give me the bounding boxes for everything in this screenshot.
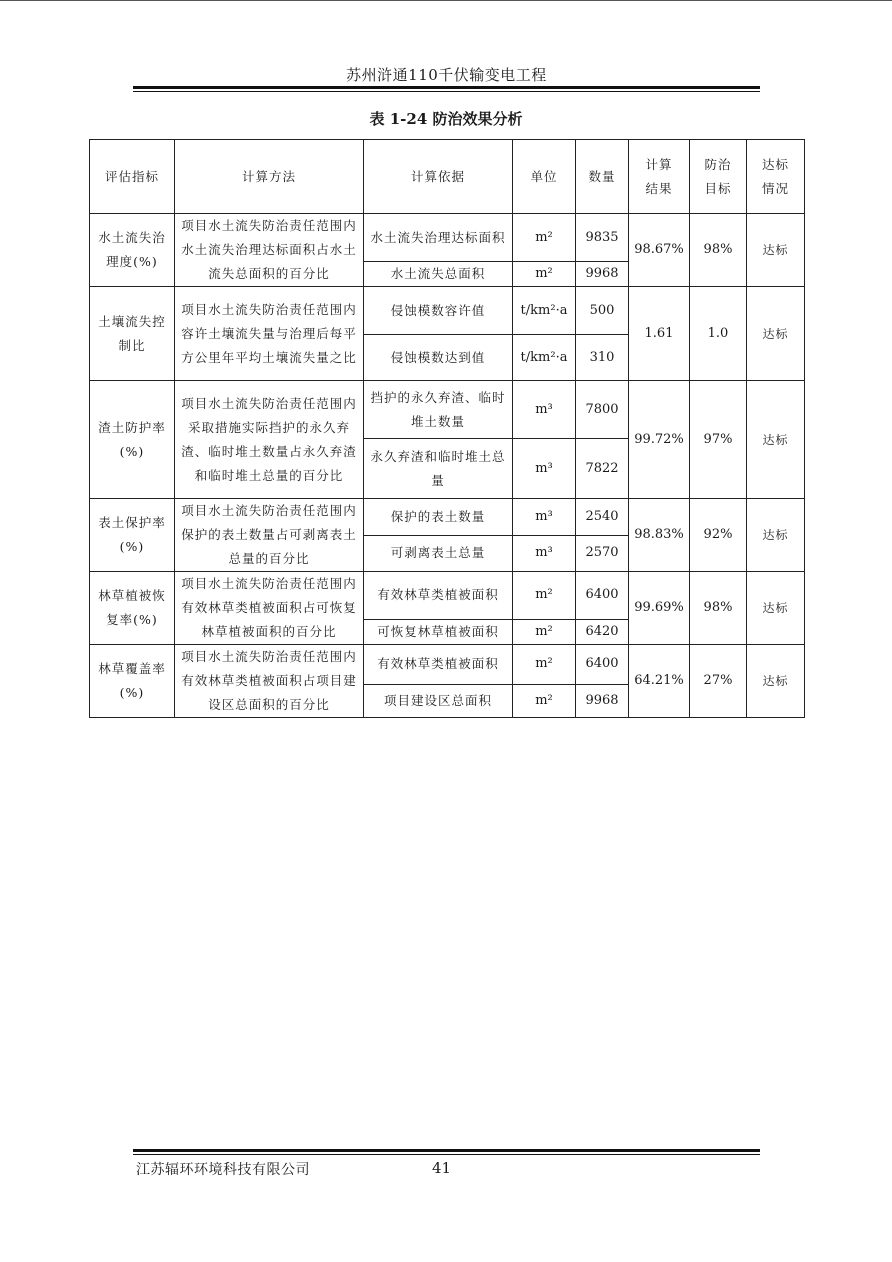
basis-cell: 可剥离表土总量 — [364, 535, 513, 572]
status-cell: 达标 — [747, 645, 805, 718]
quantity-cell: 9968 — [576, 684, 629, 717]
quantity-cell: 2570 — [576, 535, 629, 572]
quantity-cell: 2540 — [576, 499, 629, 536]
target-cell: 1.0 — [690, 287, 747, 381]
header-indicator: 评估指标 — [90, 140, 175, 214]
basis-cell: 侵蚀模数达到值 — [364, 335, 513, 381]
unit-cell: m² — [513, 619, 576, 644]
method-cell: 项目水土流失防治责任范围内采取措施实际挡护的永久弃渣、临时堆土数量占永久弃渣和临时堆土总量的百分比 — [175, 381, 364, 499]
indicator-cell: 渣土防护率(%) — [90, 381, 175, 499]
basis-cell: 侵蚀模数容许值 — [364, 287, 513, 335]
basis-cell: 项目建设区总面积 — [364, 684, 513, 717]
indicator-cell: 土壤流失控制比 — [90, 287, 175, 381]
unit-cell: m² — [513, 262, 576, 287]
unit-cell: m³ — [513, 381, 576, 439]
header-method: 计算方法 — [175, 140, 364, 214]
status-cell: 达标 — [747, 499, 805, 572]
unit-cell: m³ — [513, 499, 576, 536]
header-quantity: 数量 — [576, 140, 629, 214]
basis-cell: 有效林草类植被面积 — [364, 645, 513, 685]
status-cell: 达标 — [747, 287, 805, 381]
quantity-cell: 310 — [576, 335, 629, 381]
basis-cell: 保护的表土数量 — [364, 499, 513, 536]
basis-cell: 水土流失治理达标面积 — [364, 214, 513, 262]
status-cell: 达标 — [747, 381, 805, 499]
target-cell: 92% — [690, 499, 747, 572]
table-row — [90, 381, 805, 439]
unit-cell: m² — [513, 214, 576, 262]
result-cell: 1.61 — [629, 287, 690, 381]
unit-cell: m³ — [513, 535, 576, 572]
table-row — [90, 499, 805, 536]
table-caption: 表 1-24 防治效果分析 — [369, 110, 523, 128]
method-cell: 项目水土流失防治责任范围内保护的表土数量占可剥离表土总量的百分比 — [175, 499, 364, 572]
table-row — [90, 572, 805, 620]
result-cell: 99.69% — [629, 572, 690, 645]
header-result: 计算结果 — [629, 140, 690, 214]
footer-company: 江苏辐环环境科技有限公司 — [136, 1162, 310, 1178]
header-rule-thin — [133, 91, 760, 92]
unit-cell: t/km²·a — [513, 287, 576, 335]
header-target: 防治目标 — [690, 140, 747, 214]
result-cell: 99.72% — [629, 381, 690, 499]
unit-cell: m² — [513, 645, 576, 685]
result-cell: 64.21% — [629, 645, 690, 718]
method-cell: 项目水土流失防治责任范围内有效林草类植被面积占项目建设区总面积的百分比 — [175, 645, 364, 718]
table-row — [90, 214, 805, 262]
prevention-effect-table — [89, 139, 805, 718]
basis-cell: 水土流失总面积 — [364, 262, 513, 287]
result-cell: 98.83% — [629, 499, 690, 572]
result-cell: 98.67% — [629, 214, 690, 287]
quantity-cell: 6400 — [576, 572, 629, 620]
table-header-row — [90, 140, 805, 214]
method-cell: 项目水土流失防治责任范围内有效林草类植被面积占可恢复林草植被面积的百分比 — [175, 572, 364, 645]
footer-rule-thick — [133, 1149, 760, 1152]
unit-cell: t/km²·a — [513, 335, 576, 381]
page-top-border — [0, 0, 892, 1]
quantity-cell: 6400 — [576, 645, 629, 685]
basis-cell: 挡护的永久弃渣、临时堆土数量 — [364, 381, 513, 439]
quantity-cell: 7822 — [576, 439, 629, 499]
indicator-cell: 表土保护率(%) — [90, 499, 175, 572]
basis-cell: 永久弃渣和临时堆土总量 — [364, 439, 513, 499]
target-cell: 97% — [690, 381, 747, 499]
quantity-cell: 9968 — [576, 262, 629, 287]
table-row — [90, 645, 805, 685]
unit-cell: m² — [513, 572, 576, 620]
indicator-cell: 林草覆盖率(%) — [90, 645, 175, 718]
target-cell: 98% — [690, 214, 747, 287]
page-number: 41 — [432, 1159, 452, 1177]
basis-cell: 有效林草类植被面积 — [364, 572, 513, 620]
header-basis: 计算依据 — [364, 140, 513, 214]
table-row — [90, 287, 805, 335]
unit-cell: m³ — [513, 439, 576, 499]
quantity-cell: 500 — [576, 287, 629, 335]
method-cell: 项目水土流失防治责任范围内容许土壤流失量与治理后每平方公里年平均土壤流失量之比 — [175, 287, 364, 381]
header-status: 达标情况 — [747, 140, 805, 214]
status-cell: 达标 — [747, 214, 805, 287]
header-unit: 单位 — [513, 140, 576, 214]
method-cell: 项目水土流失防治责任范围内水土流失治理达标面积占水土流失总面积的百分比 — [175, 214, 364, 287]
target-cell: 27% — [690, 645, 747, 718]
indicator-cell: 水土流失治理度(%) — [90, 214, 175, 287]
indicator-cell: 林草植被恢复率(%) — [90, 572, 175, 645]
quantity-cell: 9835 — [576, 214, 629, 262]
target-cell: 98% — [690, 572, 747, 645]
status-cell: 达标 — [747, 572, 805, 645]
quantity-cell: 7800 — [576, 381, 629, 439]
page-header-title: 苏州浒通110千伏输变电工程 — [346, 66, 547, 84]
unit-cell: m² — [513, 684, 576, 717]
footer-rule-thin — [133, 1154, 760, 1155]
basis-cell: 可恢复林草植被面积 — [364, 619, 513, 644]
header-rule-thick — [133, 86, 760, 89]
quantity-cell: 6420 — [576, 619, 629, 644]
